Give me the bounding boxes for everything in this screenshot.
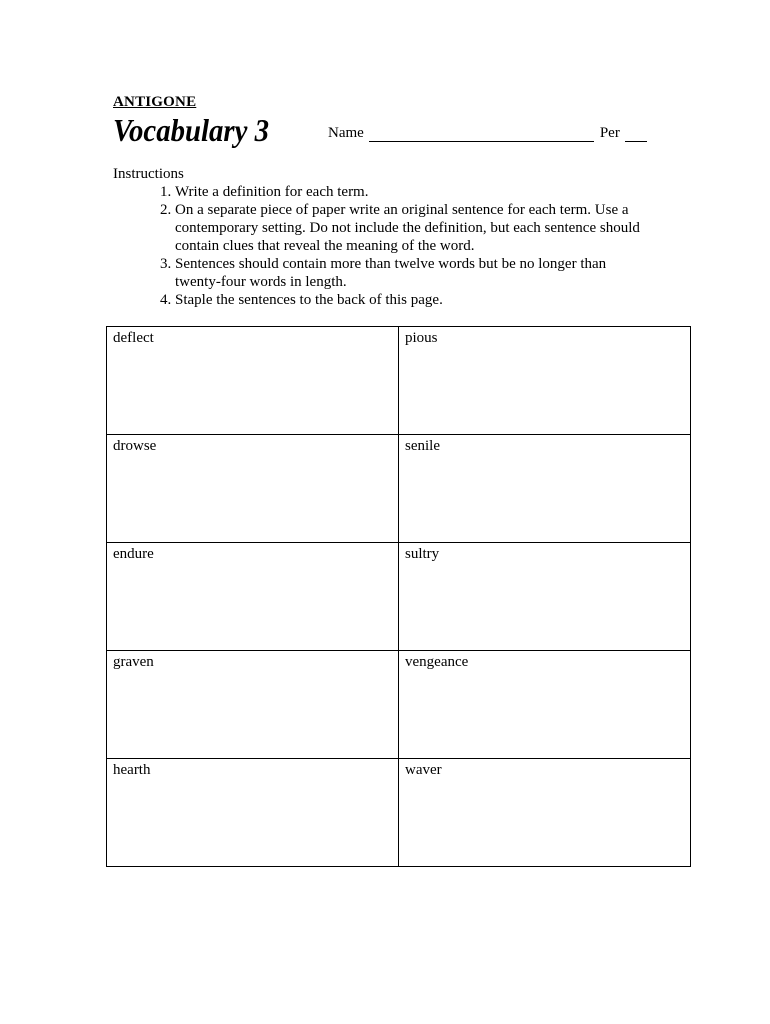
vocab-cell[interactable]: [399, 651, 691, 759]
vocabulary-table: [106, 326, 691, 867]
name-label: Name: [328, 125, 364, 141]
vocab-cell[interactable]: [107, 327, 399, 435]
per-label: Per: [599, 125, 620, 141]
instructions-block: [113, 165, 653, 309]
vocab-term: drowse: [113, 438, 157, 454]
table-row: [107, 651, 691, 759]
instruction-item: 4. Staple the sentences to the back of this page.: [175, 291, 653, 309]
vocab-cell[interactable]: [399, 327, 691, 435]
vocab-cell[interactable]: [399, 543, 691, 651]
table-row: [107, 759, 691, 867]
vocab-cell[interactable]: [399, 759, 691, 867]
vocab-term: graven: [113, 654, 154, 670]
table-row: [107, 543, 691, 651]
vocab-term: senile: [405, 438, 440, 454]
table-row: [107, 435, 691, 543]
vocab-cell[interactable]: [399, 435, 691, 543]
vocab-cell[interactable]: [107, 543, 399, 651]
vocab-term: waver: [405, 762, 442, 778]
instruction-item: 2. On a separate piece of paper write an original sentence for each term. Use a contemporary setting. Do not include the definition, but each sentence should contain clues that reveal the meaning of the word.: [175, 201, 653, 255]
vocab-cell[interactable]: [107, 759, 399, 867]
name-blank[interactable]: [369, 127, 594, 142]
vocab-term: hearth: [113, 762, 151, 778]
vocab-term: sultry: [405, 546, 440, 562]
instruction-item: 1. Write a definition for each term.: [175, 183, 653, 201]
name-per-line: [328, 125, 647, 142]
vocab-cell[interactable]: [107, 435, 399, 543]
instruction-item: 3. Sentences should contain more than twelve words but be no longer than twenty-four words in length.: [175, 255, 653, 291]
course-title: ANTIGONE: [113, 94, 197, 110]
vocab-term: deflect: [113, 330, 154, 346]
vocab-term: vengeance: [405, 654, 469, 670]
vocab-term: pious: [405, 330, 438, 346]
page-title: Vocabulary 3: [113, 112, 270, 148]
instructions-heading: Instructions: [113, 166, 184, 182]
per-blank[interactable]: [625, 127, 647, 142]
vocab-cell[interactable]: [107, 651, 399, 759]
vocab-term: endure: [113, 546, 154, 562]
table-row: [107, 327, 691, 435]
instructions-list: [113, 183, 653, 309]
